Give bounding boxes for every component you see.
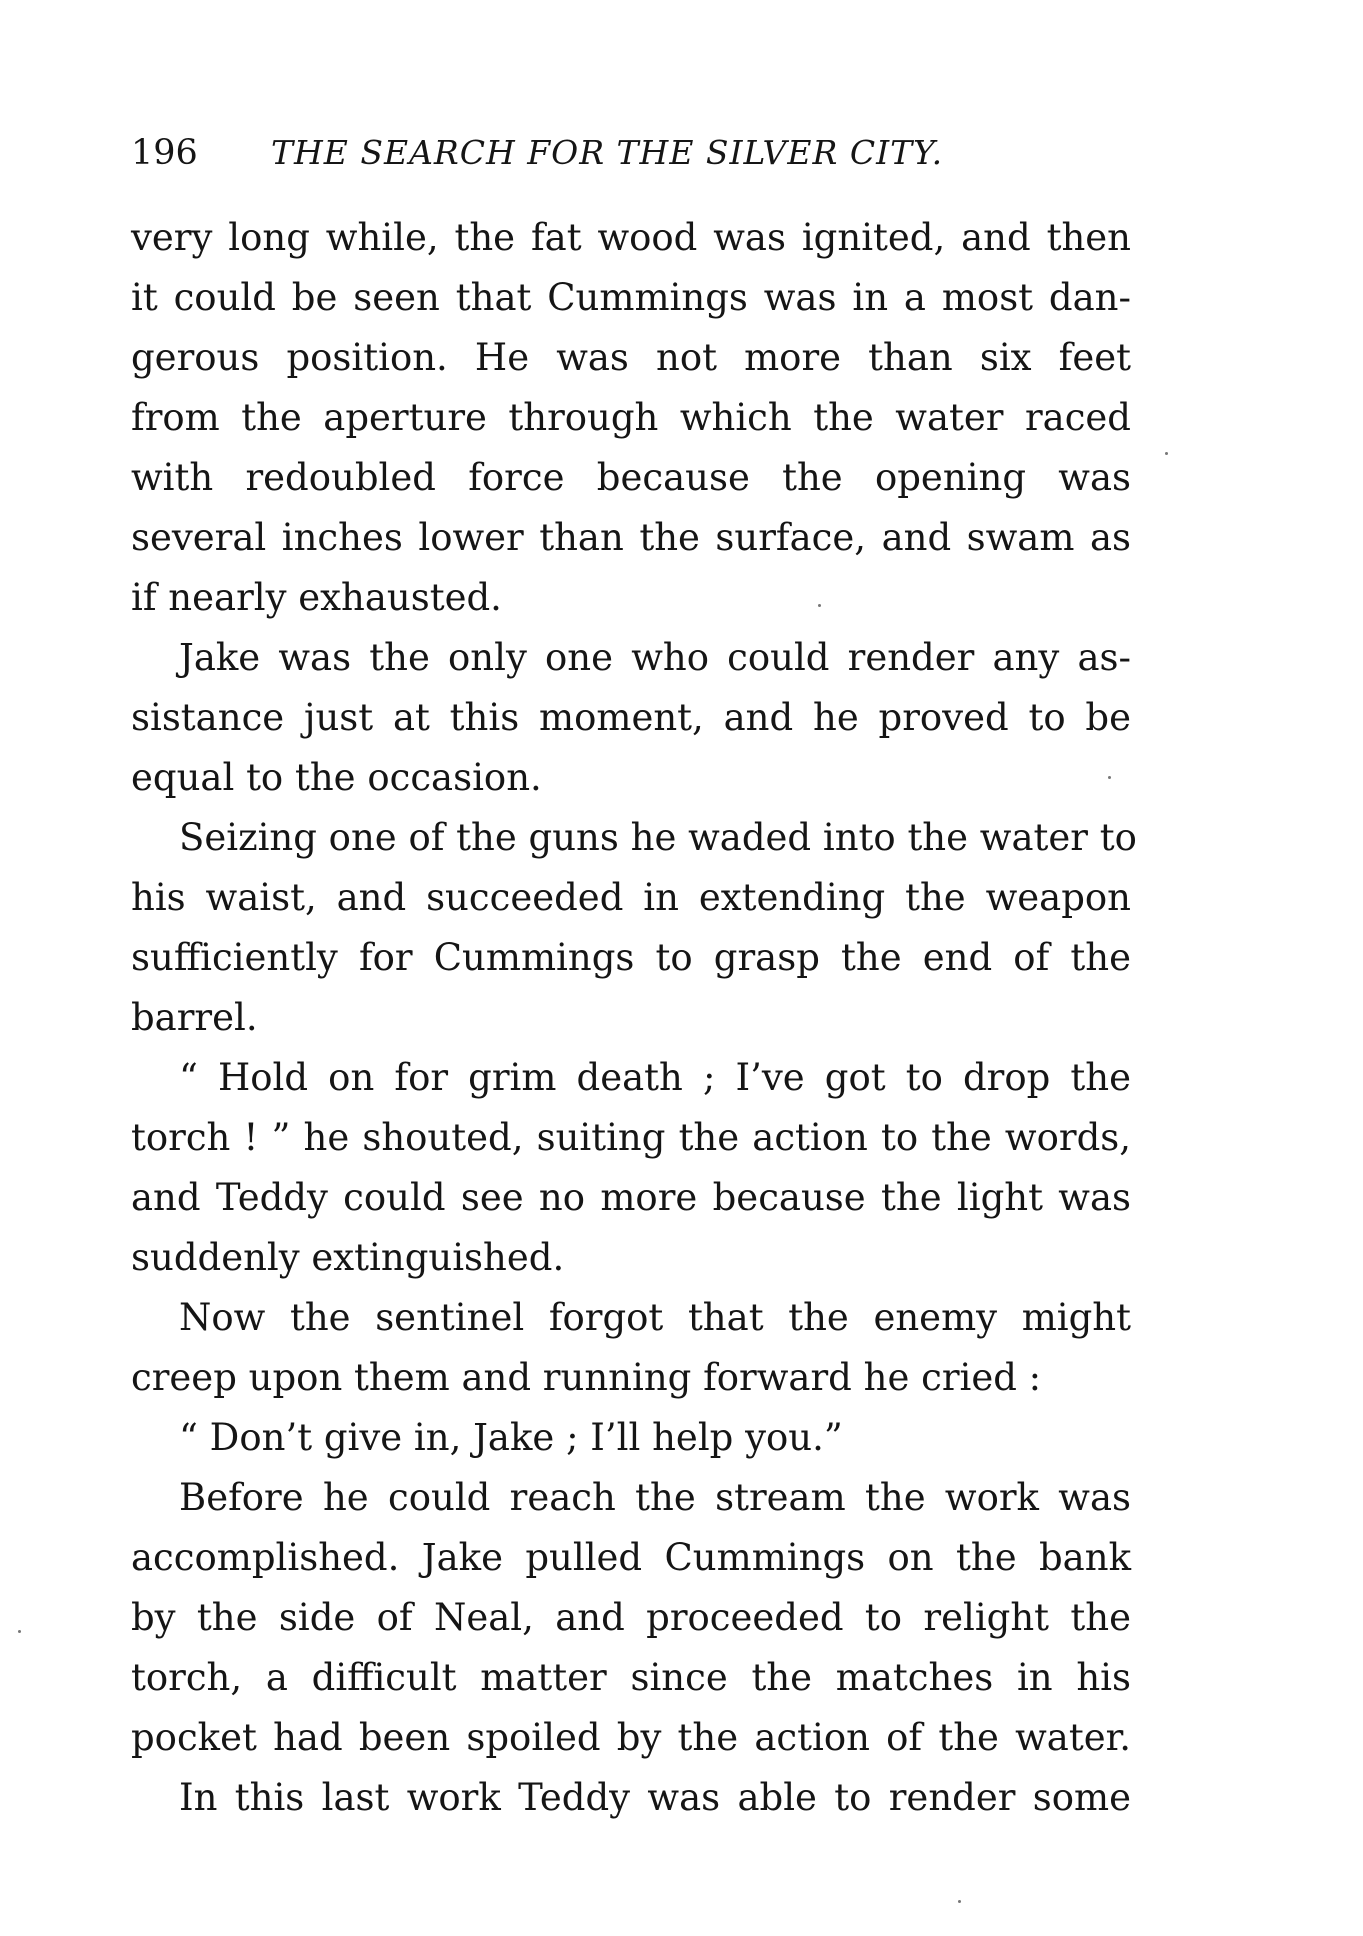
text-line: with redoubled force because the opening was [131, 456, 1131, 499]
text-line: Now the sentinel forgot that the enemy might [179, 1296, 1131, 1339]
text-line: by the side of Neal, and proceeded to relight the [131, 1596, 1131, 1639]
text-line: torch, a difficult matter since the matches in his [131, 1656, 1131, 1699]
text-line: sistance just at this moment, and he proved to be [131, 696, 1131, 739]
text-line: Seizing one of the guns he waded into the water to [179, 816, 1137, 859]
text-line: accomplished. Jake pulled Cummings on the bank [131, 1536, 1131, 1579]
print-speck [958, 1900, 961, 1903]
text-line: several inches lower than the surface, and swam as [131, 516, 1131, 559]
print-speck [1165, 452, 1168, 455]
text-line: torch ! ” he shouted, suiting the action to the words, [131, 1116, 1131, 1159]
text-line: from the aperture through which the water raced [131, 396, 1131, 439]
text-line: Before he could reach the stream the work was [179, 1476, 1131, 1519]
running-title: THE SEARCH FOR THE SILVER CITY. [271, 133, 944, 172]
body-text [131, 208, 1137, 1828]
text-line: suddenly extinguished. [131, 1236, 565, 1279]
text-line: sufficiently for Cummings to grasp the end of the [131, 936, 1131, 979]
text-line: pocket had been spoiled by the action of the water. [131, 1716, 1131, 1759]
text-line: equal to the occasion. [131, 756, 542, 799]
text-line: gerous position. He was not more than six feet [131, 336, 1131, 379]
print-speck [818, 604, 821, 607]
text-line: and Teddy could see no more because the light was [131, 1176, 1131, 1219]
text-line: barrel. [131, 996, 258, 1039]
text-line: creep upon them and running forward he cried : [131, 1356, 1042, 1399]
text-line: very long while, the fat wood was ignited, and then [131, 216, 1131, 259]
text-line: In this last work Teddy was able to render some [179, 1776, 1131, 1819]
text-line: it could be seen that Cummings was in a most dan- [131, 276, 1131, 319]
text-line: if nearly exhausted. [131, 576, 502, 619]
text-line: his waist, and succeeded in extending the weapon [131, 876, 1131, 919]
page-number: 196 [131, 133, 198, 173]
print-speck [1108, 776, 1111, 779]
print-speck [18, 1630, 21, 1633]
page-header [131, 128, 1131, 178]
text-line: “ Hold on for grim death ; I’ve got to drop the [179, 1056, 1131, 1099]
text-line: “ Don’t give in, Jake ; I’ll help you.” [179, 1416, 843, 1459]
text-line: Jake was the only one who could render any as- [179, 636, 1131, 679]
